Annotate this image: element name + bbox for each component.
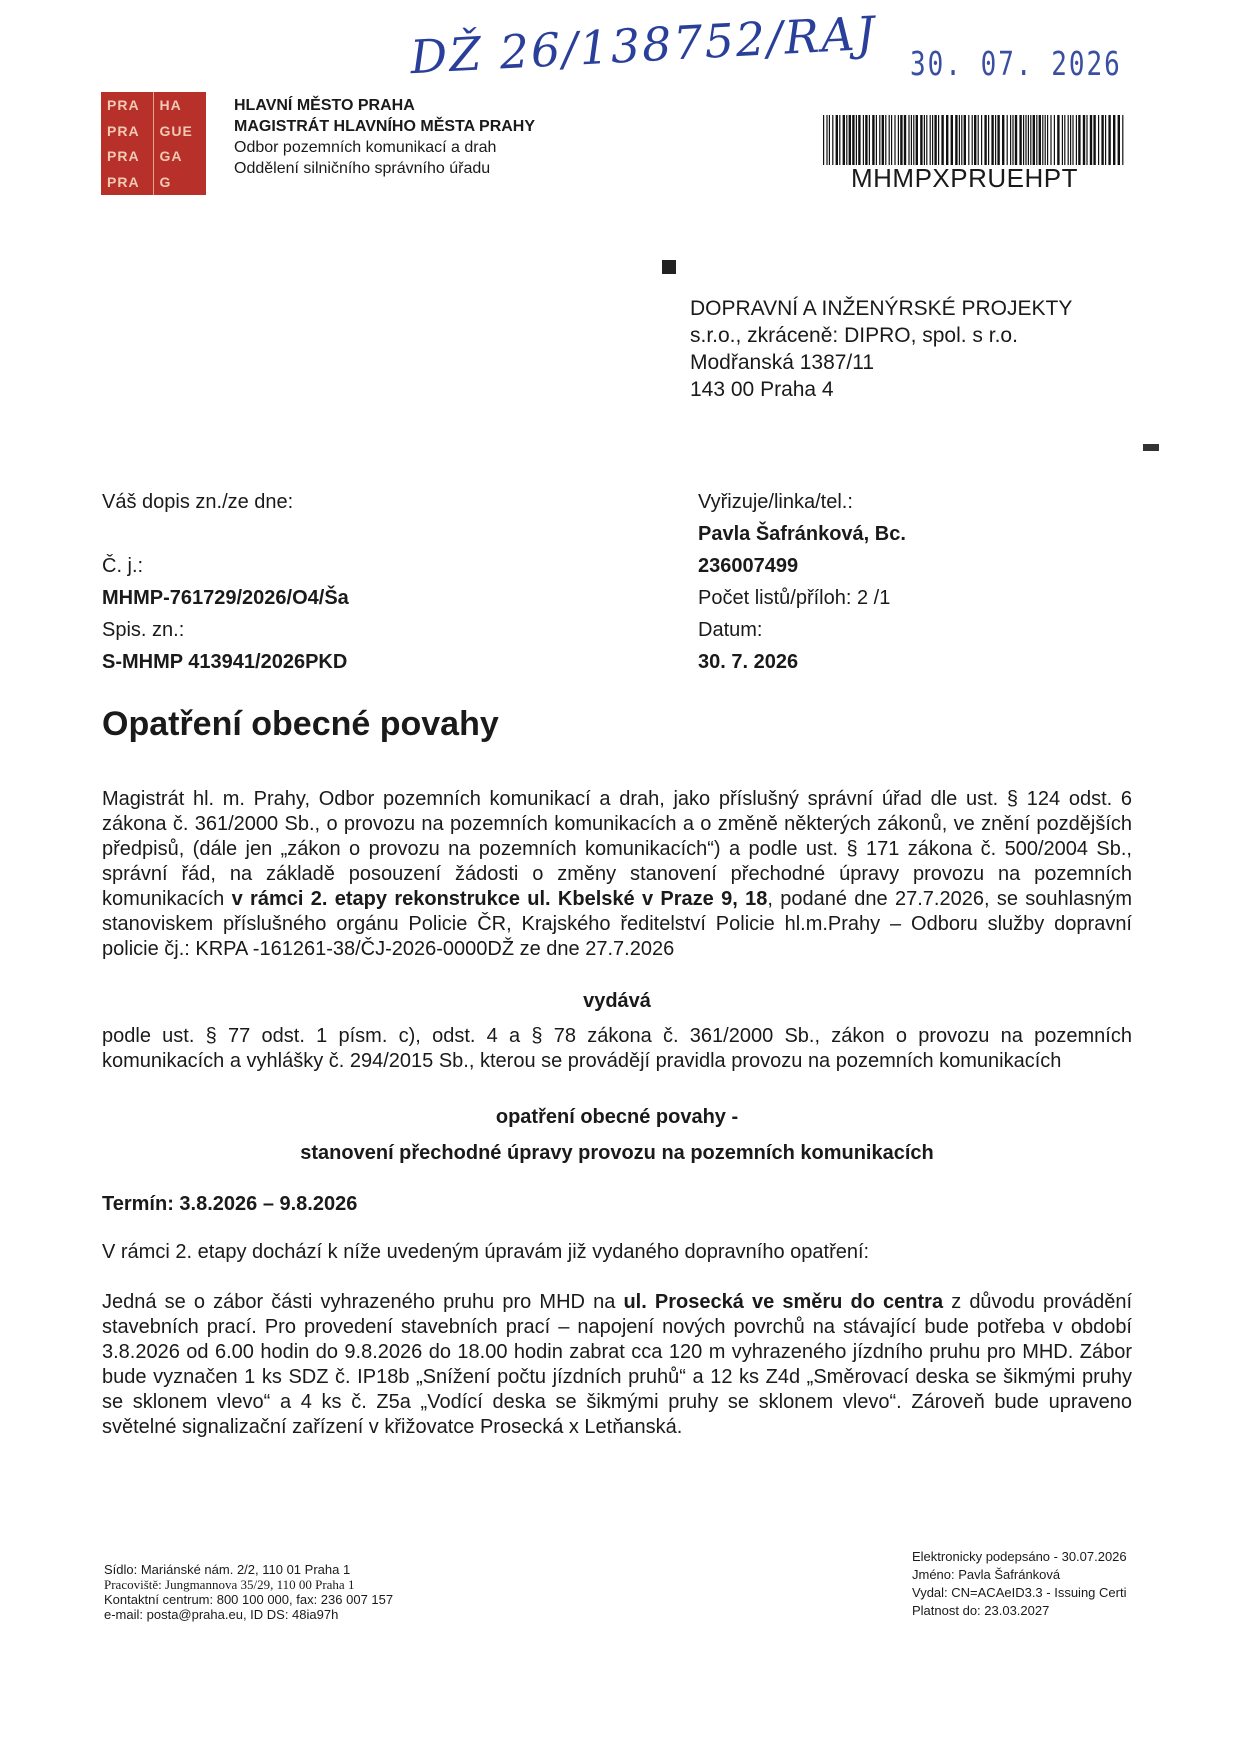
- barcode-bar: [869, 115, 870, 165]
- barcode-bar: [885, 115, 886, 165]
- barcode-bar: [913, 115, 914, 165]
- barcode-bar: [863, 115, 864, 165]
- footer-contact: Kontaktní centrum: 800 100 000, fax: 236 007 157: [104, 1592, 394, 1607]
- barcode-bar: [1019, 115, 1021, 165]
- footer-seat: Sídlo: Mariánské nám. 2/2, 110 01 Praha 1: [104, 1562, 351, 1577]
- barcode-bar: [926, 115, 927, 165]
- barcode-bar: [1050, 115, 1051, 165]
- barcode-bar: [932, 115, 933, 165]
- body-bold-street: ul. Prosecká ve směru do centra: [623, 1291, 944, 1313]
- barcode-bar: [1108, 115, 1110, 165]
- barcode-bar: [1068, 115, 1069, 165]
- barcode-bar: [1002, 115, 1004, 165]
- addressee-name-cont: s.r.o., zkráceně: DIPRO, spol. s r.o.: [690, 324, 1018, 347]
- body-text-1: Jedná se o zábor části vyhrazeného pruhu pro MHD na: [102, 1291, 624, 1313]
- barcode-bar: [978, 115, 979, 165]
- org-magistrate: MAGISTRÁT HLAVNÍHO MĚSTA PRAHY: [234, 118, 536, 135]
- received-date-stamp: 30. 07. 2026: [910, 46, 1122, 84]
- barcode-bar: [826, 115, 827, 165]
- barcode-bar: [995, 115, 996, 165]
- barcode-bar: [908, 115, 909, 165]
- barcode-bar: [938, 115, 939, 165]
- barcode-bar: [972, 115, 973, 165]
- logo-cell: PRA: [101, 144, 154, 170]
- addressee-city: 143 00 Praha 4: [690, 378, 834, 401]
- barcode: [823, 115, 1126, 165]
- barcode-bar: [920, 115, 922, 165]
- barcode-bar: [924, 115, 925, 165]
- barcode-bar: [934, 115, 936, 165]
- measure-subheading: stanovení přechodné úpravy provozu na pozemních komunikacích: [300, 1142, 934, 1164]
- addressee-street: Modřanská 1387/11: [690, 351, 875, 374]
- legal-basis-paragraph: podle ust. § 77 odst. 1 písm. c), odst. 4 a § 78 zákona č. 361/2000 Sb., zákon o provozu na pozemních komunikacích a vyhlášky č. 294/2015 Sb., kterou se provádějí pravidla provozu na pozemních komunikacích: [102, 1025, 1132, 1072]
- intro-text-2: , podané dne 27.7.2026, se souhlasným stanoviskem příslušného orgánu Policie ČR, Krajského ředitelství Policie hl.m.Prahy – Odboru služby dopravní policie čj.: KRPA -161261-38/ČJ-2026-0000DŽ ze dne 27.7.2026: [102, 888, 1132, 960]
- org-city: HLAVNÍ MĚSTO PRAHA: [234, 97, 415, 114]
- barcode-bar: [1093, 115, 1095, 165]
- organisation-header: [234, 95, 535, 179]
- logo-cell: PRA: [101, 169, 154, 195]
- barcode-bar: [839, 115, 840, 165]
- barcode-bar: [829, 115, 830, 165]
- barcode-bar: [1007, 115, 1008, 165]
- barcode-bar: [1045, 115, 1046, 165]
- barcode-bar: [941, 115, 943, 165]
- barcode-bar: [1012, 115, 1013, 165]
- barcode-bar: [852, 115, 854, 165]
- ref-label: Č. j.:: [102, 555, 144, 577]
- issues-heading: vydává: [583, 990, 651, 1012]
- barcode-bar: [879, 115, 880, 165]
- footer-workplace: Pracoviště: Jungmannova 35/29, 110 00 Praha 1: [104, 1577, 355, 1592]
- barcode-bar: [1090, 115, 1092, 165]
- barcode-bar: [876, 115, 877, 165]
- barcode-bar: [1033, 115, 1035, 165]
- org-department: Odbor pozemních komunikací a drah: [234, 139, 497, 156]
- barcode-bar: [1042, 115, 1043, 165]
- barcode-bar: [1078, 115, 1080, 165]
- barcode-bar: [964, 115, 966, 165]
- barcode-bar: [1023, 115, 1024, 165]
- body-paragraph: [102, 1290, 1132, 1440]
- barcode-bar: [823, 115, 824, 165]
- barcode-bar: [955, 115, 957, 165]
- barcode-bar: [1083, 115, 1085, 165]
- logo-cell: PRA: [101, 118, 154, 144]
- ref-number: MHMP-761729/2026/O4/Ša: [102, 587, 349, 609]
- barcode-bar: [1047, 115, 1048, 165]
- barcode-code: MHMPXPRUEHPT: [851, 163, 1079, 193]
- intro-paragraph: [102, 787, 1132, 962]
- signature-issuer: Vydal: CN=ACAeID3.3 - Issuing Certi: [912, 1585, 1127, 1600]
- document-title: Opatření obecné povahy: [102, 705, 499, 743]
- barcode-bar: [1113, 115, 1115, 165]
- signature-valid: Platnost do: 23.03.2027: [912, 1603, 1050, 1618]
- handler-block: [698, 486, 906, 678]
- barcode-bar: [961, 115, 962, 165]
- barcode-bar: [1028, 115, 1029, 165]
- logo-cell: HA: [159, 96, 182, 113]
- barcode-bar: [894, 115, 895, 165]
- barcode-bar: [959, 115, 960, 165]
- barcode-bar: [904, 115, 906, 165]
- barcode-bar: [865, 115, 867, 165]
- barcode-bar: [997, 115, 999, 165]
- address-window-marker: [662, 260, 676, 274]
- barcode-bar: [898, 115, 899, 165]
- barcode-bar: [946, 115, 948, 165]
- handler-label: Vyřizuje/linka/tel.:: [698, 491, 853, 513]
- addressee-name: DOPRAVNÍ A INŽENÝRSKÉ PROJEKTY: [690, 297, 1073, 320]
- date-label: Datum:: [698, 619, 763, 641]
- barcode-bar: [930, 115, 931, 165]
- barcode-bar: [1064, 115, 1065, 165]
- body-text-2: z důvodu provádění stavebních prací. Pro provedení stavebních prací – napojení nových povrchů na stávající bude potřeba v období 3.8.2026 od 6.00 hodin do 9.8.2026 do 18.00 hodin zabrat cca 120 m vyhrazeného jízdního pruhu pro MHD. Zábor bude vyznačen 1 ks SDZ č. IP18b „Snížení počtu jízdních pruhů“ a 12 ks Z4d „Směrovací deska se šikmými pruhy se sklonem vlevo“ a 4 ks č. Z5a „Vodící deska se šikmými pruhy se sklonem vlevo“. Zároveň bude upraveno světelné signalizační zařízení v křižovatce Prosecká x Letňanská.: [102, 1291, 1133, 1438]
- signature-signed: Elektronicky podepsáno - 30.07.2026: [912, 1549, 1127, 1564]
- logo-cell: G: [159, 174, 172, 191]
- barcode-bar: [832, 115, 833, 165]
- barcode-bar: [1098, 115, 1099, 165]
- barcode-bar: [891, 115, 892, 165]
- barcode-bar: [836, 115, 838, 165]
- intro-bold-location: v rámci 2. etapy rekonstrukce ul. Kbelské v Praze 9, 18: [231, 888, 768, 910]
- prague-logo: [101, 92, 206, 195]
- document-date: 30. 7. 2026: [698, 651, 799, 673]
- barcode-bar: [911, 115, 912, 165]
- barcode-bar: [1086, 115, 1087, 165]
- electronic-signature: [912, 1548, 1127, 1620]
- barcode-bar: [1039, 115, 1041, 165]
- barcode-bar: [991, 115, 993, 165]
- barcode-bar: [889, 115, 890, 165]
- measure-heading: opatření obecné povahy -: [495, 1106, 739, 1128]
- footer-email: e-mail: posta@praha.eu, ID DS: 48ia97h: [104, 1607, 339, 1622]
- barcode-bar: [951, 115, 953, 165]
- barcode-bar: [843, 115, 845, 165]
- fold-marker: [1143, 444, 1159, 451]
- barcode-bar: [1101, 115, 1103, 165]
- barcode-bar: [1030, 115, 1031, 165]
- barcode-bar: [1057, 115, 1059, 165]
- barcode-bar: [1122, 115, 1123, 165]
- stage-intro: V rámci 2. etapy dochází k níže uvedeným úpravám již vydaného dopravního opatření:: [102, 1241, 870, 1263]
- barcode-bar: [1105, 115, 1106, 165]
- logo-cell: GUE: [159, 122, 193, 139]
- barcode-bar: [916, 115, 918, 165]
- barcode-bar: [988, 115, 989, 165]
- file-number: S-MHMP 413941/2026PKD: [102, 651, 348, 673]
- barcode-bar: [984, 115, 986, 165]
- barcode-bar: [1054, 115, 1055, 165]
- barcode-bar: [882, 115, 884, 165]
- barcode-bar: [1062, 115, 1063, 165]
- barcode-bar: [858, 115, 860, 165]
- barcode-bar: [1015, 115, 1017, 165]
- barcode-bar: [872, 115, 874, 165]
- barcode-bar: [1025, 115, 1026, 165]
- barcode-bar: [849, 115, 851, 165]
- footer-contacts: [104, 1562, 393, 1622]
- addressee-block: [690, 295, 1072, 403]
- barcode-bar: [1070, 115, 1071, 165]
- barcode-bar: [1118, 115, 1120, 165]
- reference-block: [102, 486, 349, 678]
- barcode-bar: [900, 115, 902, 165]
- handler-phone: 236007499: [698, 555, 799, 577]
- logo-cell: GA: [159, 148, 183, 165]
- signature-name: Jméno: Pavla Šafránková: [912, 1567, 1061, 1582]
- barcode-bar: [1010, 115, 1011, 165]
- logo-cell: PRA: [101, 92, 154, 118]
- barcode-bar: [1036, 115, 1037, 165]
- barcode-bar: [1072, 115, 1073, 165]
- barcode-bar: [1076, 115, 1077, 165]
- handler-name: Pavla Šafránková, Bc.: [698, 523, 906, 545]
- your-letter-label: Váš dopis zn./ze dne:: [102, 491, 294, 513]
- org-section: Oddělení silničního správního úřadu: [234, 160, 491, 177]
- pages-count: Počet listů/příloh: 2 /1: [698, 587, 891, 609]
- barcode-bar: [846, 115, 847, 165]
- barcode-bar: [968, 115, 969, 165]
- intro-text-1: Magistrát hl. m. Prahy, Odbor pozemních komunikací a drah, jako příslušný správní úřad dle ust. § 124 odst. 6 zákona č. 361/2000 Sb., o provozu na pozemních komunikacích a o změně některých zákonů, ve znění pozdějších předpisů, (dále jen „zákon o provozu na pozemních komunikacích“) a podle ust. § 171 zákona č. 500/2004 Sb., správní řád, na základě posouzení žádosti o změny stanovení přechodné úpravy provozu na pozemních komunikacích: [102, 788, 1132, 910]
- file-label: Spis. zn.:: [102, 619, 185, 641]
- barcode-bar: [981, 115, 982, 165]
- term-line: Termín: 3.8.2026 – 9.8.2026: [102, 1193, 358, 1215]
- barcode-bar: [856, 115, 857, 165]
- barcode-bar: [974, 115, 976, 165]
- handwritten-registration: DŽ 26/138752/RAJ: [408, 5, 878, 85]
